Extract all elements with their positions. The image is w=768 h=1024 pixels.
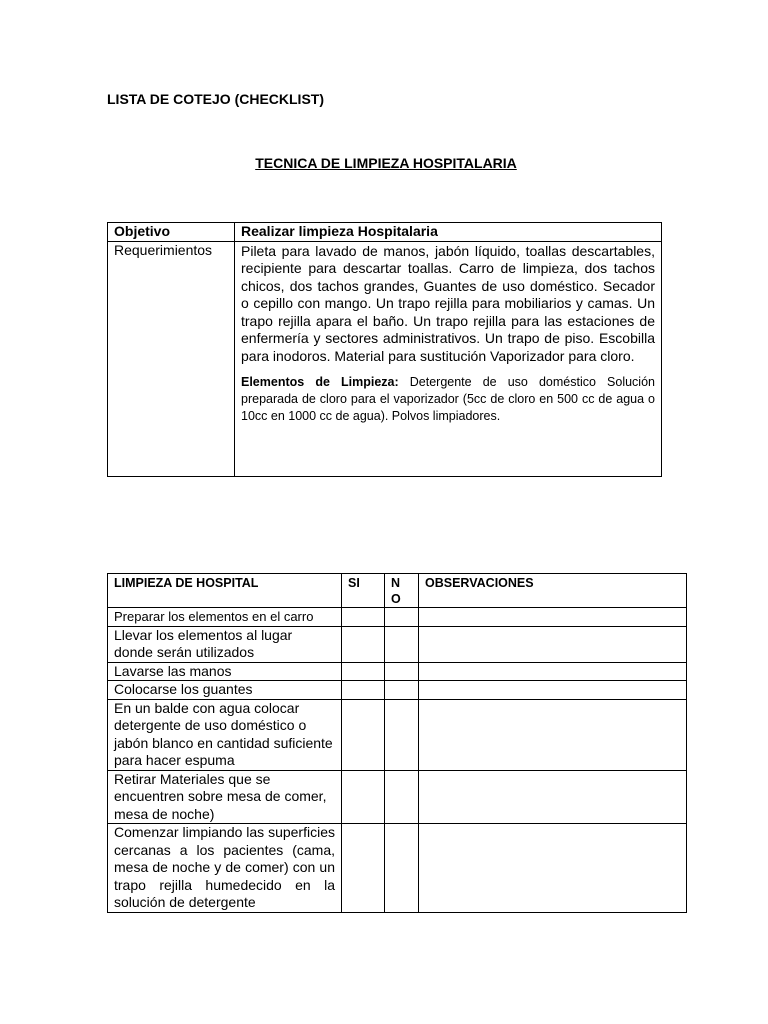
checklist-table xyxy=(107,573,687,913)
table-row xyxy=(108,699,687,770)
objective-row xyxy=(108,223,662,242)
header-no xyxy=(385,574,419,608)
si-cell[interactable] xyxy=(342,824,385,913)
table-row xyxy=(108,662,687,681)
no-cell[interactable] xyxy=(385,699,419,770)
table-row xyxy=(108,824,687,913)
objective-value: Realizar limpieza Hospitalaria xyxy=(235,223,662,242)
table-row xyxy=(108,608,687,627)
observations-cell[interactable] xyxy=(419,699,687,770)
cleaning-elements-label: Elementos de Limpieza: xyxy=(241,375,399,389)
objective-label: Objetivo xyxy=(108,223,235,242)
header-no-label: NO xyxy=(391,576,401,606)
no-cell[interactable] xyxy=(385,662,419,681)
no-cell[interactable] xyxy=(385,608,419,627)
header-task: LIMPIEZA DE HOSPITAL xyxy=(108,574,342,608)
observations-cell[interactable] xyxy=(419,770,687,824)
si-cell[interactable] xyxy=(342,662,385,681)
cleaning-elements-paragraph xyxy=(241,374,655,476)
no-cell[interactable] xyxy=(385,824,419,913)
header-si: SI xyxy=(342,574,385,608)
no-cell[interactable] xyxy=(385,770,419,824)
checklist-header-row xyxy=(108,574,687,608)
task-cell: Retirar Materiales que se encuentren sobre mesa de comer, mesa de noche) xyxy=(108,770,342,824)
table-row xyxy=(108,626,687,662)
si-cell[interactable] xyxy=(342,608,385,627)
observations-cell[interactable] xyxy=(419,608,687,627)
observations-cell[interactable] xyxy=(419,626,687,662)
task-cell: Preparar los elementos en el carro xyxy=(108,608,342,627)
si-cell[interactable] xyxy=(342,626,385,662)
observations-cell[interactable] xyxy=(419,681,687,700)
si-cell[interactable] xyxy=(342,699,385,770)
observations-cell[interactable] xyxy=(419,662,687,681)
requirements-cell xyxy=(235,241,662,477)
header-observations: OBSERVACIONES xyxy=(419,574,687,608)
task-cell: Colocarse los guantes xyxy=(108,681,342,700)
requirements-label: Requerimientos xyxy=(108,241,235,477)
requirements-row xyxy=(108,241,662,477)
task-cell: Comenzar limpiando las superficies cercanas a los pacientes (cama, mesa de noche y de comer) con un trapo rejilla humedecido en la solución de detergente xyxy=(108,824,342,913)
document-title: LISTA DE COTEJO (CHECKLIST) xyxy=(107,91,324,107)
document-subtitle: TECNICA DE LIMPIEZA HOSPITALARIA xyxy=(255,155,517,171)
table-row xyxy=(108,681,687,700)
no-cell[interactable] xyxy=(385,681,419,700)
no-cell[interactable] xyxy=(385,626,419,662)
task-cell: Llevar los elementos al lugar donde serán utilizados xyxy=(108,626,342,662)
task-cell: En un balde con agua colocar detergente de uso doméstico o jabón blanco en cantidad suficiente para hacer espuma xyxy=(108,699,342,770)
task-cell: Lavarse las manos xyxy=(108,662,342,681)
observations-cell[interactable] xyxy=(419,824,687,913)
requirements-text: Pileta para lavado de manos, jabón líquido, toallas descartables, recipiente para descartar toallas. Carro de limpieza, dos tachos chicos, dos tachos grandes, Guantes de uso doméstico. Secador o cepillo con mango. Un trapo rejilla para mobiliarios y camas. Un trapo rejilla apara el baño. Un trapo rejilla para las estaciones de enfermería y sectores administrativos. Un trapo de piso. Escobilla para inodoros. Material para sustitución Vaporizador para cloro. xyxy=(241,242,655,364)
cleaning-elements-text: Detergente de uso doméstico Solución preparada de cloro para el vaporizador (5cc de cloro en 500 cc de agua o 10cc en 1000 cc de agua). Polvos limpiadores. xyxy=(241,375,655,423)
objective-table xyxy=(107,222,662,477)
table-row xyxy=(108,770,687,824)
si-cell[interactable] xyxy=(342,681,385,700)
si-cell[interactable] xyxy=(342,770,385,824)
